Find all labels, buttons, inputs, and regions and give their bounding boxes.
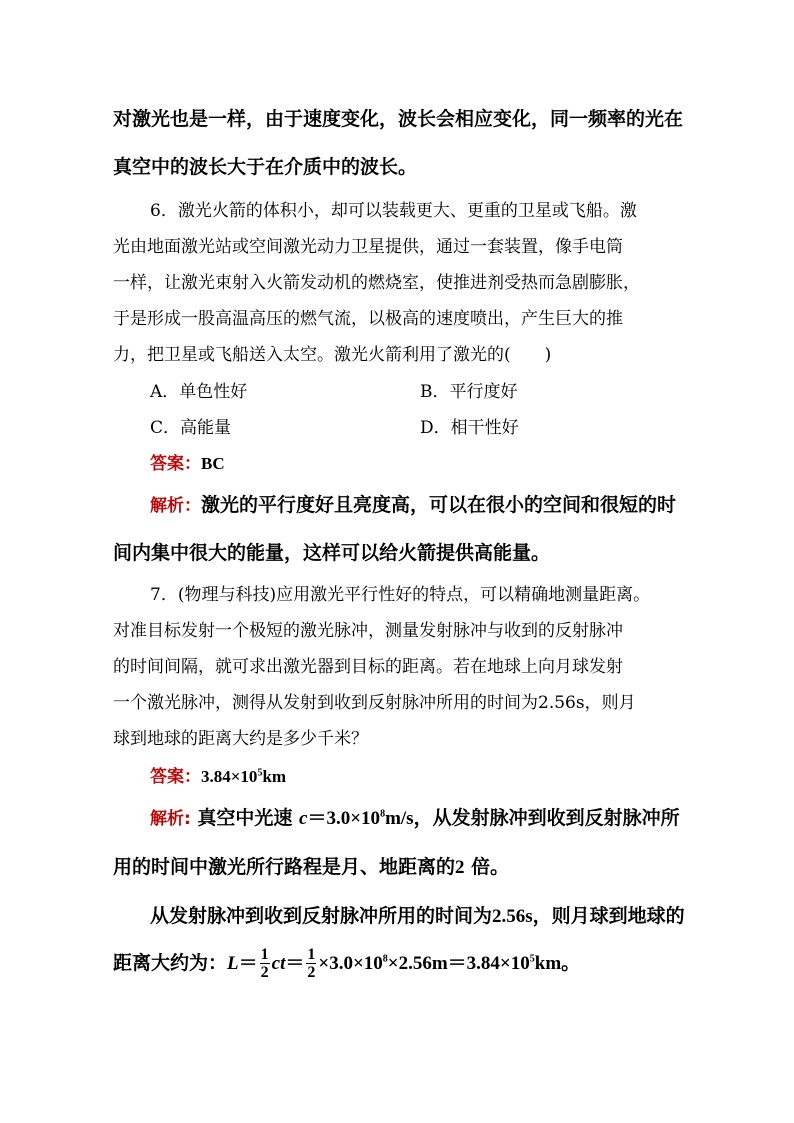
q7-line1: 7．(物理与科技)应用激光平行性好的特点，可以精确地测量距离。 — [150, 585, 651, 605]
q7-answer — [150, 762, 286, 787]
q7-an1-exponent: 8 — [380, 808, 386, 820]
q7-line3: 的时间间隔，就可求出激光器到目标的距离。若在地球上向月球发射 — [113, 657, 623, 677]
q6-line5: 力，把卫星或飞船送入太空。激光火箭利用了激光的( ) — [113, 345, 552, 365]
q6-answer-value: BC — [201, 454, 225, 473]
q6-line1: 6．激光火箭的体积小，却可以装载更大、更重的卫星或飞船。激 — [150, 201, 637, 221]
q7-an1-unit: m/s — [385, 808, 414, 829]
q7-answer-exponent: 5 — [257, 767, 263, 779]
q6-option-b: B．平行度好 — [420, 382, 518, 402]
q7-answer-base: 3.84×10 — [201, 767, 258, 786]
para1-line2: 真空中的波长大于在介质中的波长。 — [113, 156, 418, 178]
q7-an4-end: km。 — [534, 953, 581, 974]
q7-analysis-label: 解析: — [150, 809, 191, 829]
q6-line4: 于是形成一股高温高压的燃气流，以极高的速度喷出，产生巨大的推 — [113, 309, 623, 329]
q7-answer-label: 答案： — [150, 767, 201, 787]
q6-answer — [150, 449, 225, 474]
q7-an4-exp1: 8 — [382, 953, 388, 965]
q7-an2-text: 用的时间中激光所行路程是月、地距离的 — [113, 856, 456, 878]
q6-analysis-line2: 间内集中很大的能量，这样可以给火箭提供高能量。 — [113, 542, 551, 564]
q7-an3-rest: ，则月球到地球的 — [532, 905, 685, 927]
q7-an4-mid: ×3.0×10 — [318, 953, 383, 974]
q7-an4-ct: ct — [271, 953, 286, 974]
q7-an4-exp2: 5 — [529, 953, 535, 965]
q7-an1-rest: ，从发射脉冲到收到反射脉冲所 — [413, 807, 680, 829]
q7-an4-L: L — [227, 953, 239, 974]
q7-answer-unit: km — [262, 767, 287, 786]
fraction-numerator: 1 — [260, 946, 269, 963]
q7-analysis-line4 — [113, 946, 580, 981]
q7-an4-text: 距离大约为： — [113, 952, 228, 974]
q7-an3-num: 2.56s — [492, 906, 533, 927]
fraction-one-half-2 — [306, 946, 316, 981]
q7-analysis-line1 — [150, 803, 680, 830]
fraction-one-half — [260, 946, 270, 981]
q7-an2-rest: 倍。 — [464, 856, 510, 878]
para1-line1: 对激光也是一样，由于速度变化，波长会相应变化，同一频率的光在 — [113, 108, 684, 130]
q7-an4-eq: ＝ — [238, 953, 258, 974]
q6-option-a: A．单色性好 — [150, 382, 248, 402]
q7-line2: 对准目标发射一个极短的激光脉冲，测量发射脉冲与收到的反射脉冲 — [113, 621, 623, 641]
q6-option-c: C．高能量 — [150, 418, 232, 438]
q7-line4: 一个激光脉冲，测得从发射到收到反射脉冲所用的时间为2.56s，则月 — [113, 693, 636, 713]
q7-an1-value: ＝3.0×10 — [307, 808, 381, 829]
q6-analysis-line1 — [150, 490, 676, 517]
q7-line5: 球到地球的距离大约是多少千米？ — [113, 729, 368, 749]
q7-analysis-line2 — [113, 852, 509, 879]
q7-an2-num: 2 — [455, 857, 465, 878]
fraction-denominator-2: 2 — [307, 964, 316, 981]
q6-option-d: D．相干性好 — [420, 418, 519, 438]
q7-an1-c: c — [299, 808, 308, 829]
q7-an4-tail: ×2.56m＝3.84×10 — [387, 953, 530, 974]
q6-analysis-text1: 激光的平行度好且亮度高，可以在很小的空间和很短的时 — [201, 494, 677, 516]
q7-analysis-line3 — [150, 901, 685, 928]
q7-an3-text: 从发射脉冲到收到反射脉冲所用的时间为 — [150, 905, 493, 927]
q7-an1-text: 真空中光速 — [190, 807, 300, 829]
q6-analysis-label: 解析： — [150, 496, 201, 516]
q6-answer-label: 答案： — [150, 454, 201, 474]
fraction-numerator-2: 1 — [307, 946, 316, 963]
q7-an4-eq2: ＝ — [285, 953, 305, 974]
q6-line2: 光由地面激光站或空间激光动力卫星提供，通过一套装置，像手电筒 — [113, 237, 623, 257]
q6-line3: 一样，让激光束射入火箭发动机的燃烧室，使推进剂受热而急剧膨胀， — [113, 273, 640, 293]
fraction-denominator: 2 — [260, 964, 269, 981]
